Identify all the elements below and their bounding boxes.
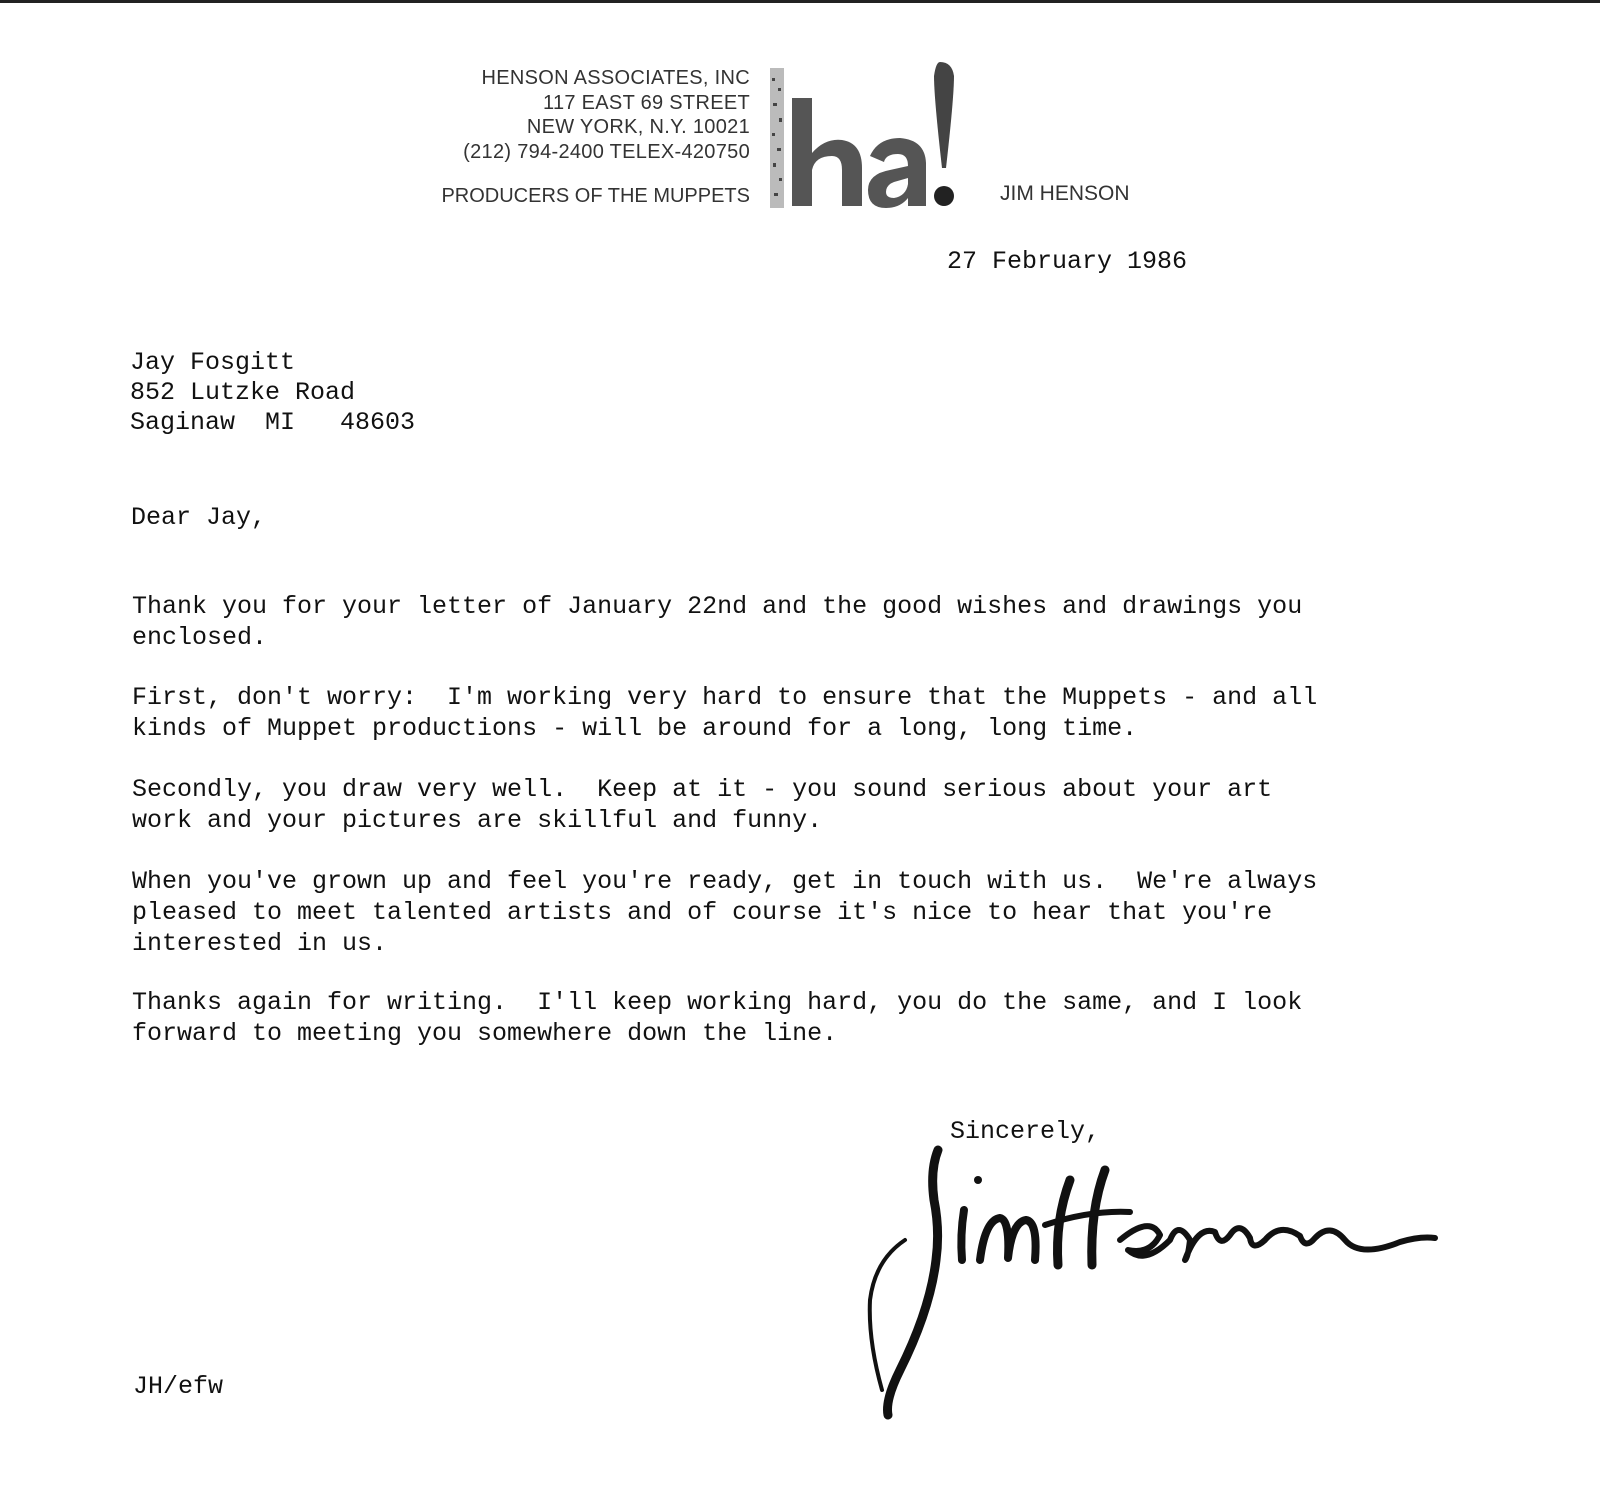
logo-letter-h	[792, 98, 862, 206]
salutation: Dear Jay,	[131, 503, 267, 532]
paragraph-1: Thank you for your letter of January 22nd and the good wishes and drawings you enclosed.	[132, 592, 1303, 652]
signature	[860, 1140, 1460, 1440]
recipient-address	[130, 348, 415, 438]
paragraph-3: Secondly, you draw very well. Keep at it - you sound serious about your art work and your pictures are skillful and funny.	[132, 775, 1273, 835]
paragraph-2: First, don't worry: I'm working very hard to ensure that the Muppets - and all kinds of Muppet productions - will be around for a long, long time.	[132, 683, 1318, 743]
recipient-street: 852 Lutzke Road	[130, 378, 356, 407]
recipient-name: Jay Fosgitt	[130, 348, 296, 377]
logo-exclamation	[934, 62, 954, 168]
closing: Sincerely,	[950, 1117, 1101, 1146]
letterhead-company: HENSON ASSOCIATES, INC	[481, 67, 750, 89]
recipient-city: Saginaw MI 48603	[130, 408, 416, 437]
top-border	[0, 0, 1600, 3]
ha-logo	[770, 58, 980, 218]
letterhead-tagline: PRODUCERS OF THE MUPPETS	[441, 185, 750, 207]
typist-initials: JH/efw	[133, 1372, 224, 1401]
paragraph-5: Thanks again for writing. I'll keep working hard, you do the same, and I look forward to meeting you somewhere down the line.	[132, 988, 1303, 1048]
paragraph-4: When you've grown up and feel you're ready, get in touch with us. We're always pleased to meet talented artists and of course it's nice to hear that you're interested in us.	[132, 867, 1318, 958]
letterhead-address	[420, 66, 750, 164]
letterhead-phone: (212) 794-2400 TELEX-420750	[463, 140, 750, 163]
logo-speckle-strip	[770, 68, 784, 208]
logo-letter-a	[868, 138, 926, 208]
letterhead-name: JIM HENSON	[1000, 182, 1130, 205]
letter-date: 27 February 1986	[947, 247, 1188, 276]
letterhead-street: 117 EAST 69 STREET	[543, 91, 750, 114]
letterhead-city: NEW YORK, N.Y. 10021	[526, 116, 750, 138]
